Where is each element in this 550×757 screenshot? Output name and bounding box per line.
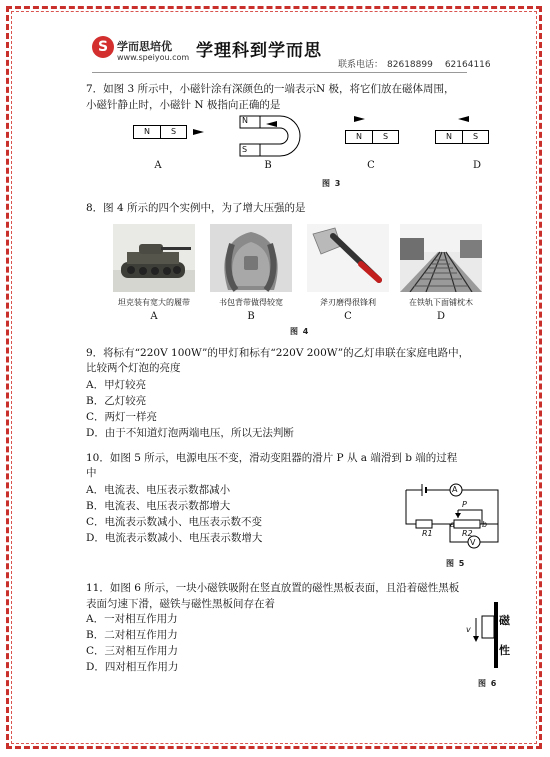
contact-label: 联系电话： — [338, 60, 384, 70]
resistor-r1-label: R1 — [422, 529, 433, 538]
slogan: 学理科到学而思 — [196, 41, 322, 61]
q8-option-a-label: A — [150, 311, 158, 322]
magnetic-board-diagram — [460, 600, 510, 672]
velocity-label: v — [466, 625, 471, 634]
magnet-pole-s: S — [170, 127, 177, 136]
logo-site: www.speiyou.com — [117, 53, 190, 62]
photo-caption-a: 坦克装有宽大的履带 — [118, 298, 190, 307]
q10-option-c: C．电流表示数减小、电压表示数不变 — [86, 516, 263, 528]
resistor-r2-label: R2 — [462, 529, 473, 538]
logo-name: 学而思培优 — [117, 40, 172, 53]
q11-option-d: D．四对相互作用力 — [86, 661, 179, 673]
u-magnet-pole-n: N — [242, 116, 248, 125]
board-char-1: 磁 — [499, 614, 510, 627]
end-b-label: b — [482, 520, 488, 529]
q8-option-b-label: B — [247, 311, 255, 322]
q8-option-d-label: D — [436, 311, 446, 322]
q7-option-a-label: A — [154, 160, 162, 171]
q11-option-b: B．二对相互作用力 — [86, 629, 178, 641]
q8-text-line1: 8．图 4 所示的四个实例中，为了增大压强的是 — [86, 202, 306, 214]
phone-1: 82618899 — [387, 60, 433, 70]
q7-option-b-label: B — [264, 160, 272, 171]
contact-info — [334, 57, 491, 70]
voltmeter-label: V — [470, 538, 476, 547]
bar-magnet-c — [345, 130, 399, 144]
compass-needle-b-icon — [266, 121, 277, 127]
u-magnet-pole-s: S — [242, 145, 248, 154]
end-a-label: a — [450, 520, 455, 529]
header-divider — [92, 72, 467, 73]
q9-option-c: C．两灯一样亮 — [86, 411, 158, 423]
axe-photo — [307, 224, 389, 292]
phone-2: 62164116 — [444, 60, 491, 70]
brand-logo — [92, 36, 190, 70]
photo-caption-c: 斧刃磨得很锋利 — [320, 298, 376, 307]
magnet-pole-s: S — [472, 132, 479, 141]
slider-p-label: P — [462, 500, 467, 509]
q7-text-line2: 小磁针静止时，小磁针 N 极指向正确的是 — [86, 99, 281, 111]
magnet-pole-n: N — [346, 131, 373, 143]
ammeter-label: A — [452, 485, 458, 494]
backpack-photo — [210, 224, 292, 292]
tank-photo — [113, 224, 195, 292]
figure-4-caption: 图 4 — [290, 327, 310, 336]
railway-photo — [400, 224, 482, 292]
bar-magnet-a — [133, 125, 187, 139]
magnet-pole-n: N — [436, 131, 463, 143]
magnet-pole-s: S — [382, 132, 389, 141]
q11-text-line1: 11．如图 6 所示，一块小磁铁吸附在竖直放置的磁性黑板表面，且沿着磁性黑板 — [86, 582, 460, 594]
page-header — [92, 34, 492, 74]
q11-option-c: C．三对相互作用力 — [86, 645, 179, 657]
q10-option-a: A．电流表、电压表示数都减小 — [86, 484, 231, 496]
q9-option-b: B．乙灯较亮 — [86, 395, 147, 407]
q7-option-d-label: D — [472, 160, 482, 171]
q8-option-c-label: C — [344, 311, 352, 322]
figure-3-caption: 图 3 — [322, 179, 342, 188]
q10-text-line1: 10．如图 5 所示，电源电压不变，滑动变阻器的滑片 P 从 a 端滑到 b 端的过程 — [86, 452, 458, 464]
q10-text-line2: 中 — [86, 467, 97, 479]
q9-option-a: A．甲灯较亮 — [86, 379, 147, 391]
photo-caption-d: 在铁轨下面铺枕木 — [409, 298, 473, 307]
q7-text-line1: 7．如图 3 所示中，小磁针涂有深颜色的一端表示N 极，将它们放在磁体周围， — [86, 83, 455, 95]
magnet-pole-n: N — [134, 126, 161, 138]
compass-needle-c-icon — [354, 116, 365, 122]
bar-magnet-d — [435, 130, 489, 144]
q9-text-line2: 比较两个灯泡的亮度 — [86, 362, 181, 374]
q10-option-b: B．电流表、电压表示数都增大 — [86, 500, 231, 512]
q9-text-line1: 9．将标有“220V 100W”的甲灯和标有“220V 200W”的乙灯串联在家庭电路中， — [86, 347, 470, 359]
q11-option-a: A．一对相互作用力 — [86, 613, 178, 625]
u-magnet-b-icon — [238, 112, 322, 160]
logo-icon: S — [92, 36, 114, 58]
q9-option-d: D．由于不知道灯泡两端电压，所以无法判断 — [86, 427, 294, 439]
photo-caption-b: 书包背带做得较宽 — [219, 298, 283, 307]
figure-5-caption: 图 5 — [446, 559, 466, 568]
q11-text-line2: 表面匀速下滑，磁铁与磁性黑板间存在着 — [86, 598, 275, 610]
figure-6-caption: 图 6 — [478, 679, 498, 688]
q10-option-d: D．电流表示数减小、电压表示数增大 — [86, 532, 263, 544]
compass-needle-d-icon — [458, 116, 469, 122]
compass-needle-a-icon — [193, 129, 204, 135]
q7-option-c-label: C — [367, 160, 375, 171]
board-char-2: 性 — [499, 644, 510, 657]
